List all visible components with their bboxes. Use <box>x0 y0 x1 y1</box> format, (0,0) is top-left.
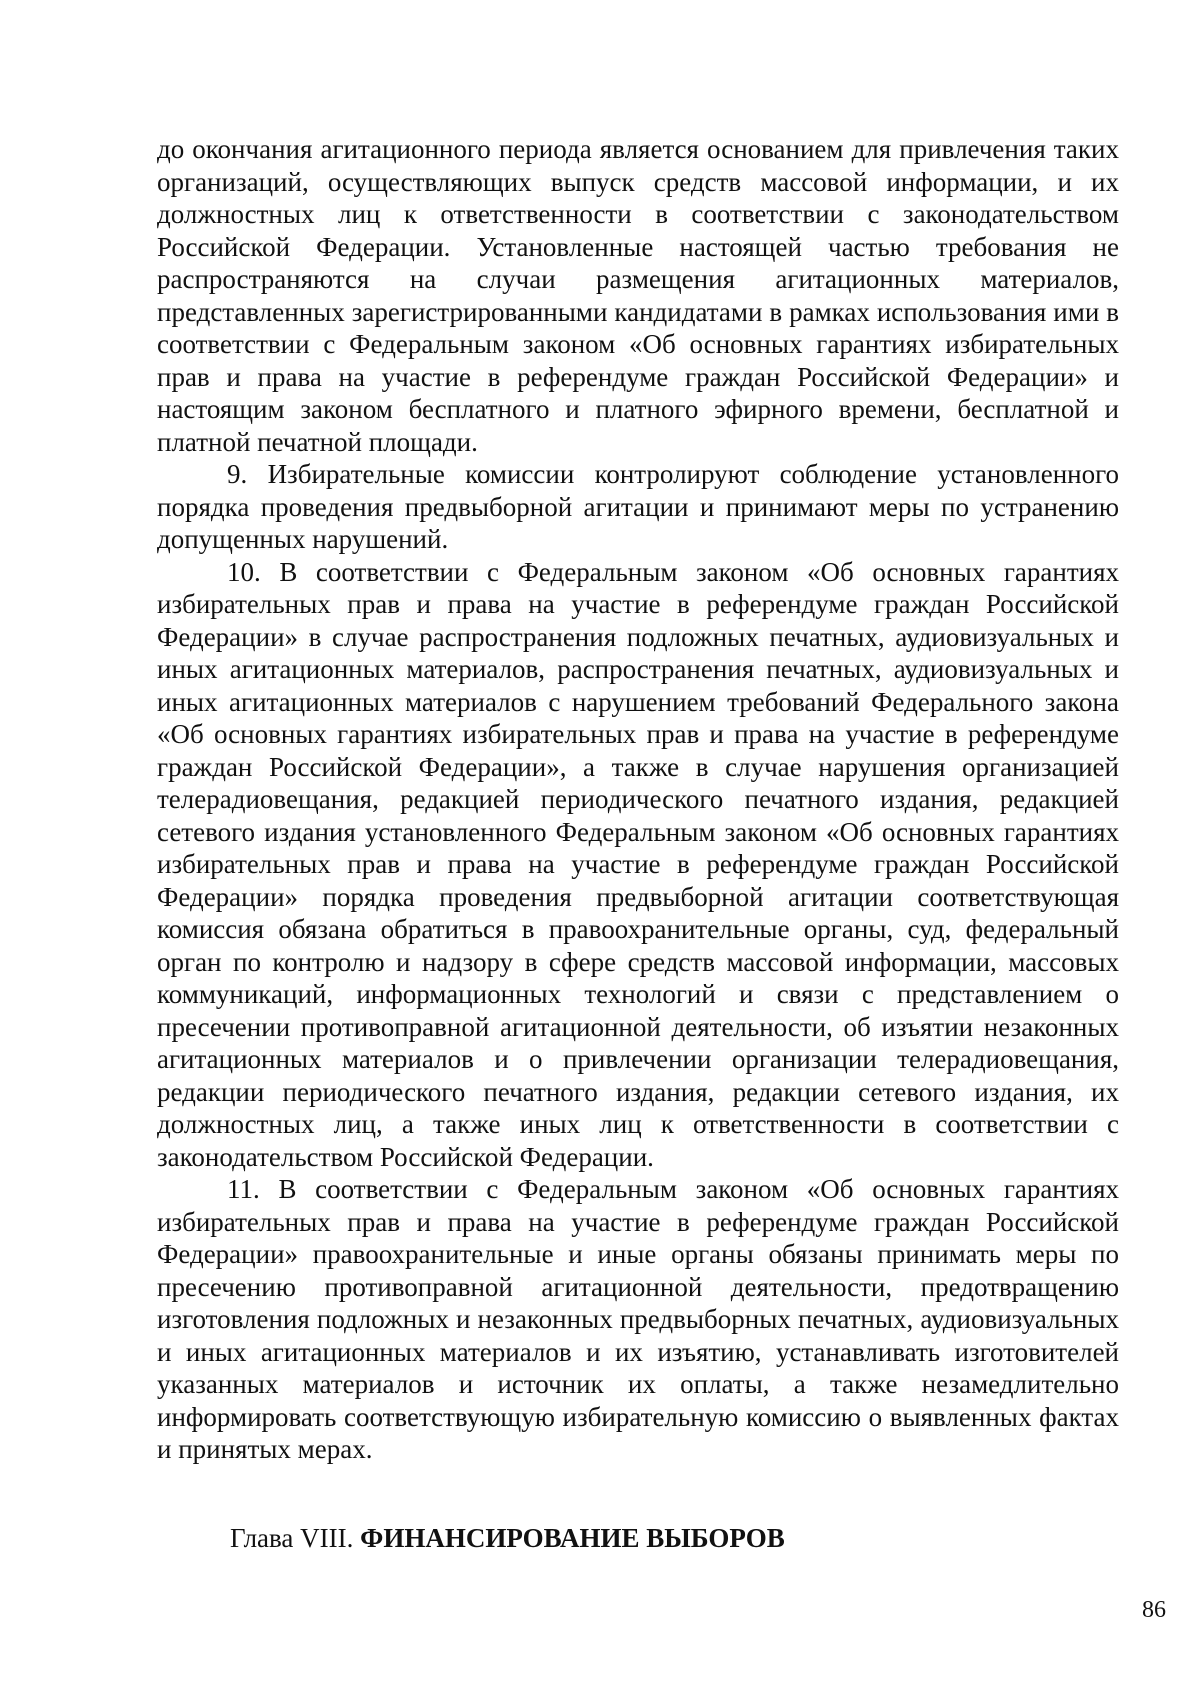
page-number: 86 <box>1142 1597 1166 1623</box>
paragraph-continuation: до окончания агитационного периода является основанием для привлечения таких организаций, осуществляющих выпуск средств массовой информации, и их должностных лиц к ответственности в соответствии с законодательством Российской Федерации. Установленные настоящей частью требования не распространяются на случаи размещения агитационных материалов, представленных зарегистрированными кандидатами в рамках использования ими в соответствии с Федеральным законом «Об основных гарантиях избирательных прав и права на участие в референдуме граждан Российской Федерации» и настоящим законом бесплатного и платного эфирного времени, бесплатной и платной печатной площади. <box>157 134 1119 457</box>
chapter-title: ФИНАНСИРОВАНИЕ ВЫБОРОВ <box>360 1523 785 1553</box>
chapter-heading <box>230 1522 785 1554</box>
document-body <box>157 133 1119 1466</box>
paragraph-item-9: 9. Избирательные комиссии контролируют соблюдение установленного порядка проведения предвыборной агитации и принимают меры по устранению допущенных нарушений. <box>157 459 1119 554</box>
paragraph-item-11: 11. В соответствии с Федеральным законом «Об основных гарантиях избирательных прав и права на участие в референдуме граждан Российской Федерации» правоохранительные и иные органы обязаны принимать меры по пресечению противоправной агитационной деятельности, предотвращению изготовления подложных и незаконных предвыборных печатных, аудиовизуальных и иных агитационных материалов и их изъятию, устанавливать изготовителей указанных материалов и источник их оплаты, а также незамедлительно информировать соответствующую избирательную комиссию о выявленных фактах и принятых мерах. <box>157 1174 1119 1464</box>
chapter-prefix: Глава VIII. <box>230 1523 354 1553</box>
paragraph-item-10: 10. В соответствии с Федеральным законом «Об основных гарантиях избирательных прав и права на участие в референдуме граждан Российской Федерации» в случае распространения подложных печатных, аудиовизуальных и иных агитационных материалов, распространения печатных, аудиовизуальных и иных агитационных материалов с нарушением требований Федерального закона «Об основных гарантиях избирательных прав и права на участие в референдуме граждан Российской Федерации», а также в случае нарушения организацией телерадиовещания, редакцией периодического печатного издания, редакцией сетевого издания установленного Федеральным законом «Об основных гарантиях избирательных прав и права на участие в референдуме граждан Российской Федерации» порядка проведения предвыборной агитации соответствующая комиссия обязана обратиться в правоохранительные органы, суд, федеральный орган по контролю и надзору в сфере средств массовой информации, массовых коммуникаций, информационных технологий и связи с представлением о пресечении противоправной агитационной деятельности, об изъятии незаконных агитационных материалов и о привлечении организации телерадиовещания, редакции периодического печатного издания, редакции сетевого издания, их должностных лиц, а также иных лиц к ответственности в соответствии с законодательством Российской Федерации. <box>157 556 1119 1172</box>
